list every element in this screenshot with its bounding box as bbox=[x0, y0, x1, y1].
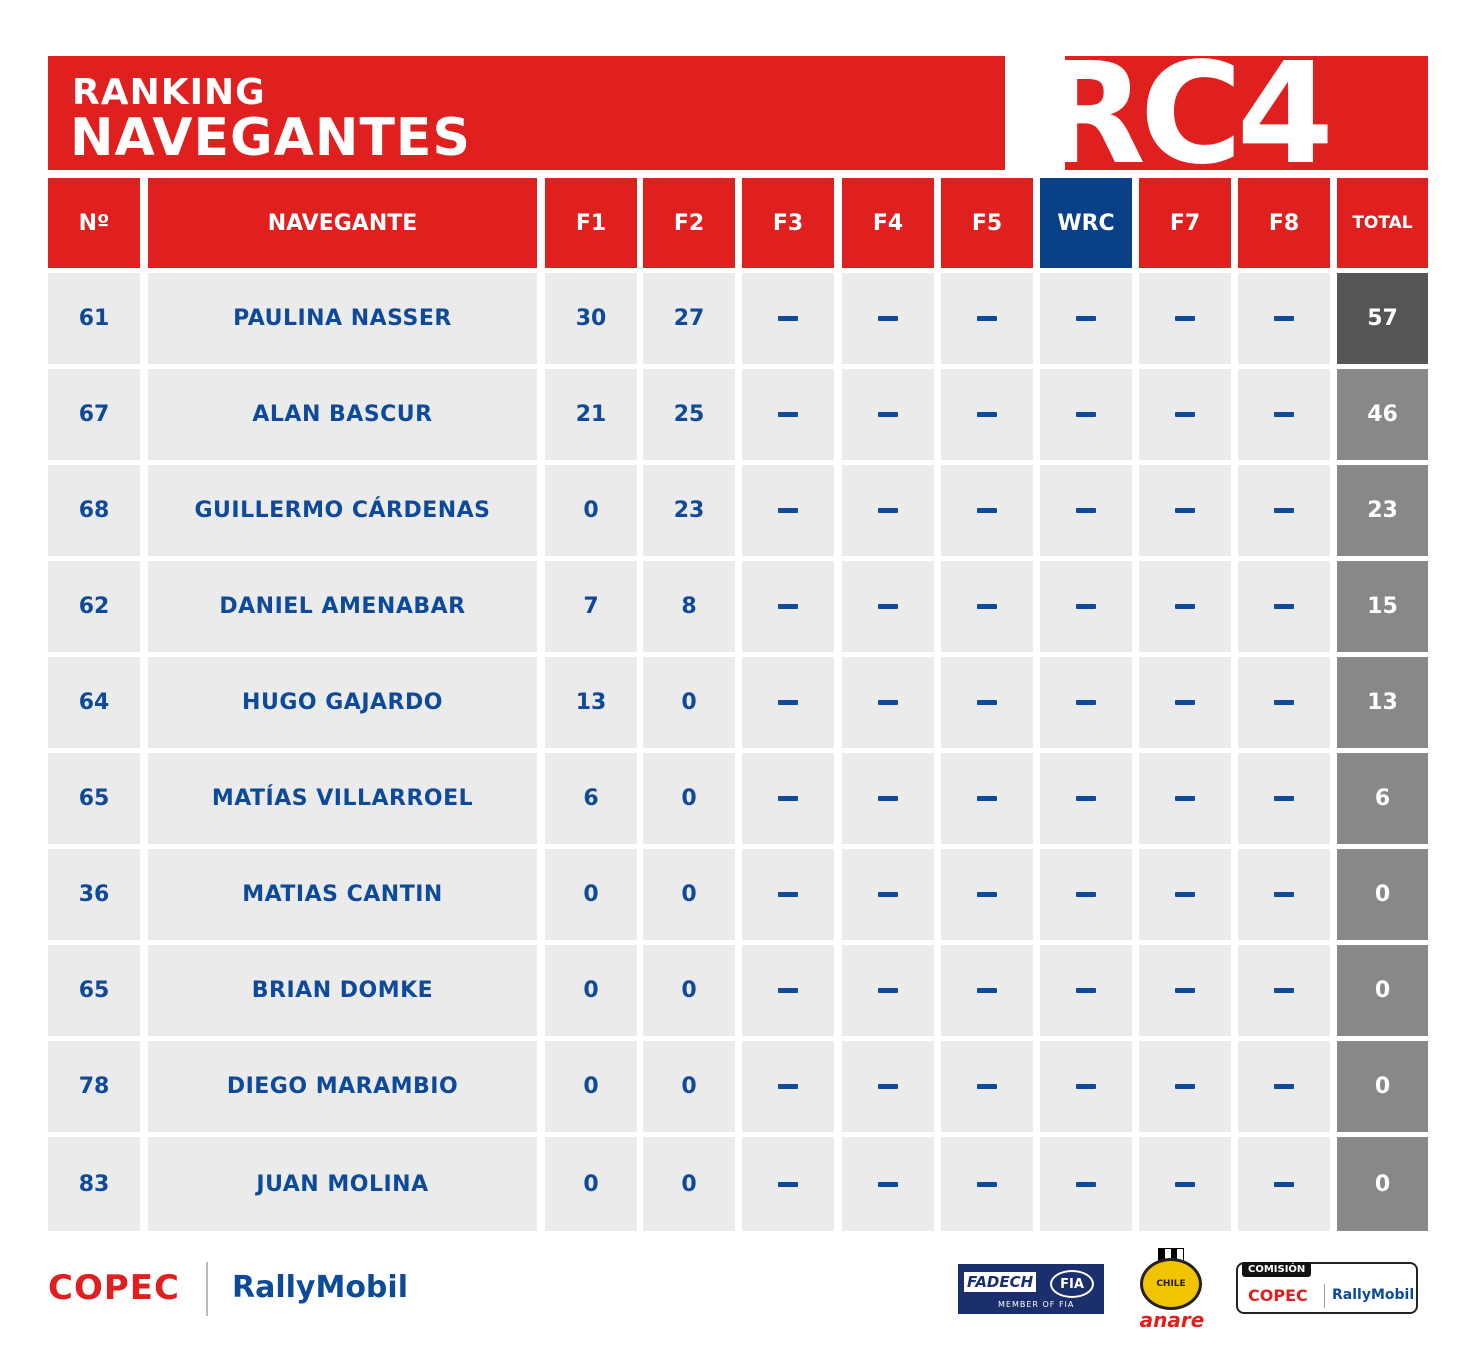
row-9-empty bbox=[1139, 1041, 1231, 1132]
row-5-empty bbox=[1139, 657, 1231, 748]
row-10-num: 83 bbox=[48, 1137, 140, 1231]
row-4-empty bbox=[842, 561, 934, 652]
column-header-f7: F7 bbox=[1139, 178, 1231, 268]
row-10-empty bbox=[941, 1137, 1033, 1231]
row-10-empty bbox=[742, 1137, 834, 1231]
dash-icon bbox=[778, 412, 798, 417]
dash-icon bbox=[1076, 604, 1096, 609]
row-5-f1: 13 bbox=[545, 657, 637, 748]
row-1-empty bbox=[742, 273, 834, 364]
row-1-empty bbox=[941, 273, 1033, 364]
dash-icon bbox=[1175, 892, 1195, 897]
row-4-f2: 8 bbox=[643, 561, 735, 652]
dash-icon bbox=[1076, 700, 1096, 705]
row-9-f2: 0 bbox=[643, 1041, 735, 1132]
row-9-f1: 0 bbox=[545, 1041, 637, 1132]
dash-icon bbox=[1076, 412, 1096, 417]
column-header-total: TOTAL bbox=[1337, 178, 1428, 268]
column-header-n: Nº bbox=[48, 178, 140, 268]
row-10-name: JUAN MOLINA bbox=[148, 1137, 537, 1231]
row-6-empty bbox=[1139, 753, 1231, 844]
fadech-logo bbox=[958, 1264, 1104, 1314]
row-2-empty bbox=[1238, 369, 1330, 460]
row-5-empty bbox=[1238, 657, 1330, 748]
dash-icon bbox=[977, 1084, 997, 1089]
dash-icon bbox=[878, 316, 898, 321]
comision-rallymobil: RallyMobil bbox=[1332, 1287, 1415, 1303]
header-banner bbox=[48, 56, 1428, 170]
row-8-f2: 0 bbox=[643, 945, 735, 1036]
row-7-f1: 0 bbox=[545, 849, 637, 940]
row-10-empty bbox=[1238, 1137, 1330, 1231]
row-8-empty bbox=[1139, 945, 1231, 1036]
row-4-empty bbox=[742, 561, 834, 652]
row-2-name: ALAN BASCUR bbox=[148, 369, 537, 460]
row-8-total: 0 bbox=[1337, 945, 1428, 1036]
dash-icon bbox=[1175, 700, 1195, 705]
row-8-empty bbox=[842, 945, 934, 1036]
row-1-empty bbox=[1040, 273, 1132, 364]
dash-icon bbox=[878, 988, 898, 993]
dash-icon bbox=[1274, 412, 1294, 417]
dash-icon bbox=[1076, 796, 1096, 801]
row-3-f2: 23 bbox=[643, 465, 735, 556]
row-9-empty bbox=[742, 1041, 834, 1132]
row-2-empty bbox=[742, 369, 834, 460]
row-3-empty bbox=[1238, 465, 1330, 556]
row-9-empty bbox=[1238, 1041, 1330, 1132]
row-7-empty bbox=[742, 849, 834, 940]
column-header-f8: F8 bbox=[1238, 178, 1330, 268]
dash-icon bbox=[1274, 700, 1294, 705]
row-10-empty bbox=[1139, 1137, 1231, 1231]
dash-icon bbox=[977, 412, 997, 417]
row-10-empty bbox=[842, 1137, 934, 1231]
dash-icon bbox=[1274, 1182, 1294, 1187]
dash-icon bbox=[977, 700, 997, 705]
row-4-num: 62 bbox=[48, 561, 140, 652]
row-7-empty bbox=[1040, 849, 1132, 940]
dash-icon bbox=[1274, 892, 1294, 897]
row-10-empty bbox=[1040, 1137, 1132, 1231]
row-9-name: DIEGO MARAMBIO bbox=[148, 1041, 537, 1132]
column-header-f3: F3 bbox=[742, 178, 834, 268]
row-6-num: 65 bbox=[48, 753, 140, 844]
dash-icon bbox=[778, 892, 798, 897]
dash-icon bbox=[1274, 1084, 1294, 1089]
row-10-f1: 0 bbox=[545, 1137, 637, 1231]
dash-icon bbox=[1076, 316, 1096, 321]
row-5-empty bbox=[742, 657, 834, 748]
row-3-name: GUILLERMO CÁRDENAS bbox=[148, 465, 537, 556]
dash-icon bbox=[977, 796, 997, 801]
row-1-name: PAULINA NASSER bbox=[148, 273, 537, 364]
row-6-empty bbox=[941, 753, 1033, 844]
row-7-f2: 0 bbox=[643, 849, 735, 940]
column-header-navegante: NAVEGANTE bbox=[148, 178, 537, 268]
dash-icon bbox=[977, 604, 997, 609]
row-7-empty bbox=[941, 849, 1033, 940]
row-5-empty bbox=[941, 657, 1033, 748]
dash-icon bbox=[778, 604, 798, 609]
dash-icon bbox=[778, 1084, 798, 1089]
row-5-empty bbox=[842, 657, 934, 748]
comision-divider bbox=[1324, 1284, 1325, 1308]
row-4-name: DANIEL AMENABAR bbox=[148, 561, 537, 652]
row-9-total: 0 bbox=[1337, 1041, 1428, 1132]
dash-icon bbox=[1175, 316, 1195, 321]
dash-icon bbox=[778, 796, 798, 801]
row-6-empty bbox=[1040, 753, 1132, 844]
dash-icon bbox=[1076, 508, 1096, 513]
copec-logo: COPEC bbox=[48, 1268, 180, 1308]
row-7-num: 36 bbox=[48, 849, 140, 940]
rallymobil-logo: RallyMobil bbox=[232, 1270, 408, 1305]
row-3-empty bbox=[1139, 465, 1231, 556]
column-header-f5: F5 bbox=[941, 178, 1033, 268]
dash-icon bbox=[977, 508, 997, 513]
comision-tag: COMISIÓN bbox=[1242, 1262, 1311, 1277]
anare-label: anare bbox=[1139, 1308, 1205, 1332]
row-5-name: HUGO GAJARDO bbox=[148, 657, 537, 748]
dash-icon bbox=[878, 1182, 898, 1187]
row-8-name: BRIAN DOMKE bbox=[148, 945, 537, 1036]
dash-icon bbox=[1175, 1084, 1195, 1089]
row-4-empty bbox=[1139, 561, 1231, 652]
row-9-empty bbox=[1040, 1041, 1132, 1132]
column-header-wrc: WRC bbox=[1040, 178, 1132, 268]
dash-icon bbox=[878, 604, 898, 609]
row-7-total: 0 bbox=[1337, 849, 1428, 940]
dash-icon bbox=[1175, 604, 1195, 609]
dash-icon bbox=[878, 1084, 898, 1089]
row-8-f1: 0 bbox=[545, 945, 637, 1036]
dash-icon bbox=[1274, 796, 1294, 801]
row-1-num: 61 bbox=[48, 273, 140, 364]
column-header-f1: F1 bbox=[545, 178, 637, 268]
fia-member-label: MEMBER OF FIA bbox=[998, 1300, 1075, 1309]
row-4-empty bbox=[941, 561, 1033, 652]
row-6-f1: 6 bbox=[545, 753, 637, 844]
row-7-empty bbox=[1238, 849, 1330, 940]
row-5-f2: 0 bbox=[643, 657, 735, 748]
row-2-f1: 21 bbox=[545, 369, 637, 460]
row-2-empty bbox=[941, 369, 1033, 460]
row-7-name: MATIAS CANTIN bbox=[148, 849, 537, 940]
row-2-f2: 25 bbox=[643, 369, 735, 460]
row-6-name: MATÍAS VILLARROEL bbox=[148, 753, 537, 844]
row-8-empty bbox=[1040, 945, 1132, 1036]
row-7-empty bbox=[842, 849, 934, 940]
row-10-total: 0 bbox=[1337, 1137, 1428, 1231]
row-1-empty bbox=[842, 273, 934, 364]
row-1-f2: 27 bbox=[643, 273, 735, 364]
row-2-num: 67 bbox=[48, 369, 140, 460]
comision-logo bbox=[1236, 1262, 1418, 1314]
dash-icon bbox=[778, 1182, 798, 1187]
footer-divider bbox=[206, 1262, 208, 1316]
row-9-empty bbox=[941, 1041, 1033, 1132]
row-3-empty bbox=[941, 465, 1033, 556]
row-8-empty bbox=[941, 945, 1033, 1036]
anare-emblem bbox=[1140, 1258, 1202, 1310]
anare-year: CHILE bbox=[1156, 1279, 1186, 1289]
row-2-empty bbox=[1139, 369, 1231, 460]
row-1-empty bbox=[1139, 273, 1231, 364]
dash-icon bbox=[1274, 988, 1294, 993]
category-logo: RC4 bbox=[1038, 56, 1328, 170]
row-10-f2: 0 bbox=[643, 1137, 735, 1231]
title-line1: RANKING bbox=[72, 72, 266, 113]
dash-icon bbox=[1076, 988, 1096, 993]
dash-icon bbox=[1175, 796, 1195, 801]
anare-logo bbox=[1136, 1248, 1208, 1332]
row-4-f1: 7 bbox=[545, 561, 637, 652]
dash-icon bbox=[977, 988, 997, 993]
row-4-total: 15 bbox=[1337, 561, 1428, 652]
dash-icon bbox=[977, 892, 997, 897]
fadech-label: FADECH bbox=[964, 1272, 1036, 1292]
row-8-empty bbox=[742, 945, 834, 1036]
dash-icon bbox=[1175, 508, 1195, 513]
dash-icon bbox=[878, 508, 898, 513]
dash-icon bbox=[1175, 412, 1195, 417]
page-title: NAVEGANTES bbox=[70, 108, 471, 168]
row-7-empty bbox=[1139, 849, 1231, 940]
row-5-num: 64 bbox=[48, 657, 140, 748]
row-6-f2: 0 bbox=[643, 753, 735, 844]
fia-badge: FIA bbox=[1050, 1270, 1094, 1298]
dash-icon bbox=[878, 892, 898, 897]
row-5-total: 13 bbox=[1337, 657, 1428, 748]
dash-icon bbox=[977, 316, 997, 321]
dash-icon bbox=[1274, 604, 1294, 609]
dash-icon bbox=[1175, 1182, 1195, 1187]
row-3-f1: 0 bbox=[545, 465, 637, 556]
dash-icon bbox=[878, 700, 898, 705]
dash-icon bbox=[878, 412, 898, 417]
dash-icon bbox=[1076, 1182, 1096, 1187]
row-8-num: 65 bbox=[48, 945, 140, 1036]
row-2-empty bbox=[842, 369, 934, 460]
dash-icon bbox=[778, 508, 798, 513]
dash-icon bbox=[778, 700, 798, 705]
row-9-num: 78 bbox=[48, 1041, 140, 1132]
row-3-empty bbox=[842, 465, 934, 556]
dash-icon bbox=[977, 1182, 997, 1187]
row-1-empty bbox=[1238, 273, 1330, 364]
row-6-empty bbox=[1238, 753, 1330, 844]
row-3-total: 23 bbox=[1337, 465, 1428, 556]
row-9-empty bbox=[842, 1041, 934, 1132]
comision-copec: COPEC bbox=[1248, 1286, 1308, 1305]
column-header-f2: F2 bbox=[643, 178, 735, 268]
row-3-empty bbox=[1040, 465, 1132, 556]
row-2-empty bbox=[1040, 369, 1132, 460]
dash-icon bbox=[778, 988, 798, 993]
dash-icon bbox=[878, 796, 898, 801]
row-3-empty bbox=[742, 465, 834, 556]
dash-icon bbox=[1274, 316, 1294, 321]
row-8-empty bbox=[1238, 945, 1330, 1036]
row-2-total: 46 bbox=[1337, 369, 1428, 460]
dash-icon bbox=[1274, 508, 1294, 513]
row-1-total: 57 bbox=[1337, 273, 1428, 364]
dash-icon bbox=[1175, 988, 1195, 993]
column-header-f4: F4 bbox=[842, 178, 934, 268]
row-1-f1: 30 bbox=[545, 273, 637, 364]
row-5-empty bbox=[1040, 657, 1132, 748]
row-4-empty bbox=[1238, 561, 1330, 652]
dash-icon bbox=[1076, 1084, 1096, 1089]
dash-icon bbox=[1076, 892, 1096, 897]
row-4-empty bbox=[1040, 561, 1132, 652]
row-6-empty bbox=[742, 753, 834, 844]
row-3-num: 68 bbox=[48, 465, 140, 556]
row-6-total: 6 bbox=[1337, 753, 1428, 844]
dash-icon bbox=[778, 316, 798, 321]
row-6-empty bbox=[842, 753, 934, 844]
